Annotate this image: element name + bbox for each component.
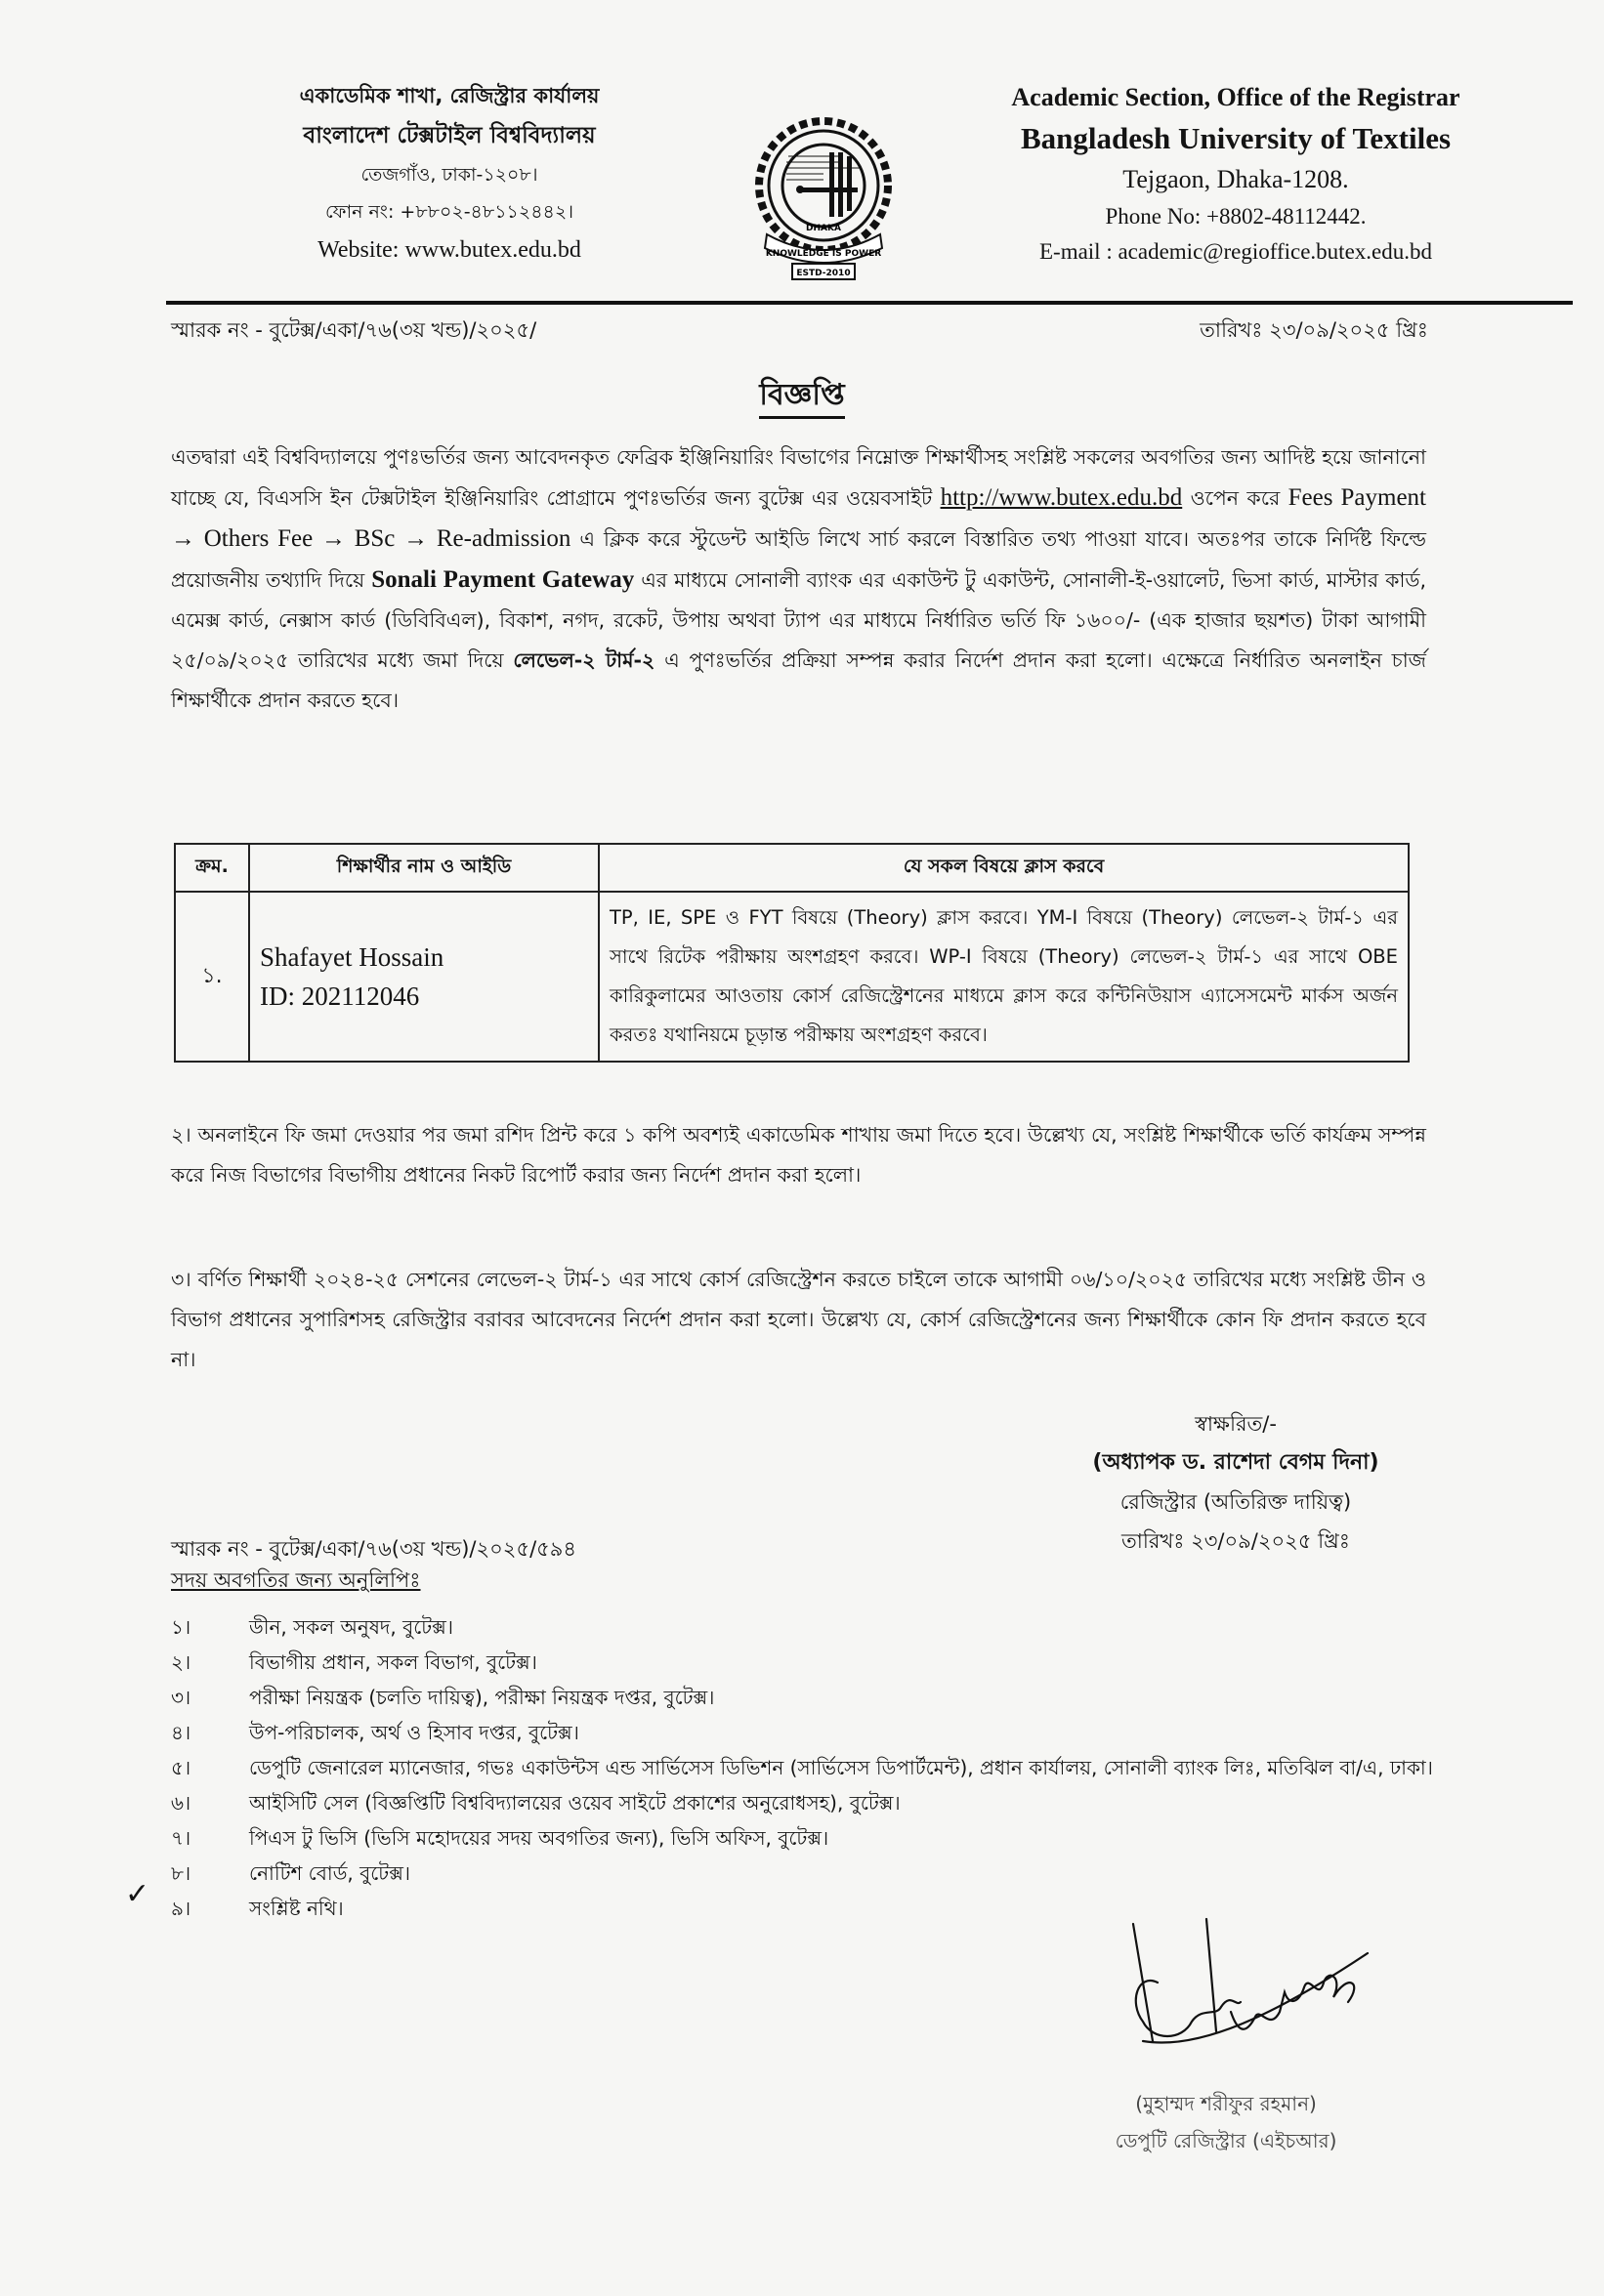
list-item: ৬। আইসিটি সেল (বিজ্ঞপ্তিটি বিশ্ববিদ্যালয়ের ওয়েব সাইটে প্রকাশের অনুরোধসহ), বুটেক্স।	[171, 1791, 901, 1815]
list-item: ৪। উপ-পরিচালক, অর্থ ও হিসাব দপ্তর, বুটেক্স।	[171, 1721, 579, 1744]
row-student	[249, 892, 599, 1062]
student-name: Shafayet Hossain	[260, 942, 444, 972]
deputy-designation: ডেপুটি রেজিস্ট্রার (এইচআর)	[1115, 2129, 1337, 2152]
col-subjects: যে সকল বিষয়ে ক্লাস করবে	[599, 844, 1409, 892]
col-student: শিক্ষার্থীর নাম ও আইডি	[249, 844, 599, 892]
website[interactable]: Website: www.butex.edu.bd	[317, 237, 581, 263]
address-bn: তেজগাঁও, ঢাকা-১২০৮।	[360, 164, 538, 186]
logo-established: ESTD-2010	[796, 269, 851, 278]
list-item: ৯। সংশ্লিষ্ট নথি।	[171, 1897, 344, 1920]
address-en: Tejgaon, Dhaka-1208.	[1122, 165, 1349, 193]
point-2: ২। অনলাইনে ফি জমা দেওয়ার পর জমা রশিদ প্রিন্ট করে ১ কপি অবশ্যই একাডেমিক শাখায় জমা দিতে হবে। উল্লেখ্য যে, সংশ্লিষ্ট শিক্ষার্থীকে ভর্তি কার্যক্রম সম্পন্ন করে নিজ বিভাগের বিভাগীয় প্রধানের নিকট রিপোর্ট করার জন্য নির্দেশ প্রদান করা হলো।	[171, 1123, 1426, 1187]
row-serial: ১.	[175, 892, 249, 1062]
list-item: ৮। নোটিশ বোর্ড, বুটেক্স।	[171, 1861, 411, 1885]
email[interactable]: E-mail : academic@regioffice.butex.edu.bd	[1038, 239, 1432, 264]
payment-gateway: Sonali Payment Gateway	[371, 566, 635, 593]
section-name-bn: একাডেমিক শাখা, রেজিস্ট্রার কার্যালয়	[299, 84, 600, 107]
list-item: ৭। পিএস টু ভিসি (ভিসি মহোদয়ের সদয় অবগতির জন্য), ভিসি অফিস, বুটেক্স।	[171, 1826, 829, 1850]
signed-label: স্বাক্ষরিত/-	[1195, 1412, 1277, 1436]
list-item: ৩। পরীক্ষা নিয়ন্ত্রক (চলতি দায়িত্ব), পরীক্ষা নিয়ন্ত্রক দপ্তর, বুটেক্স।	[171, 1686, 715, 1709]
logo-motto: KNOWLEDGE IS POWER	[765, 249, 882, 259]
notice-date: তারিখঃ ২৩/০৯/২০২৫ খ্রিঃ	[1200, 318, 1428, 342]
section-name-en: Academic Section, Office of the Registrar	[1011, 83, 1460, 111]
table-header-row	[175, 844, 1409, 892]
university-logo	[745, 109, 902, 285]
signature-icon	[1123, 1914, 1416, 2061]
deputy-name: (মুহাম্মদ শরীফুর রহমান)	[1135, 2092, 1317, 2115]
list-item: ১। ডীন, সকল অনুষদ, বুটেক্স।	[171, 1615, 453, 1639]
header-english	[962, 78, 1509, 270]
university-name-bn: বাংলাদেশ টেক্সটাইল বিশ্ববিদ্যালয়	[303, 123, 596, 148]
col-serial: ক্রম.	[175, 844, 249, 892]
student-table	[174, 843, 1410, 1063]
registrar-signature-block	[1016, 1404, 1456, 1561]
website-link[interactable]: http://www.butex.edu.bd	[940, 484, 1183, 511]
student-id: ID: 202112046	[260, 981, 420, 1011]
header-bangla	[176, 76, 723, 270]
checkmark-icon: ✓	[125, 1877, 150, 1911]
gear-emblem-icon	[745, 109, 902, 285]
university-name-en: Bangladesh University of Textiles	[1020, 121, 1452, 155]
notice-title: বিজ্ঞপ্তি	[0, 371, 1604, 421]
registrar-date: তারিখঃ ২৩/০৯/২০২৫ খ্রিঃ	[1121, 1529, 1350, 1553]
memo-bottom	[171, 1533, 576, 1596]
row-subjects: TP, IE, SPE ও FYT বিষয়ে (Theory) ক্লাস করবে। YM-I বিষয়ে (Theory) লেভেল-২ টার্ম-১ এর সাথে রিটেক পরীক্ষায় অংশগ্রহণ করবে। WP-I বিষয়ে (Theory) লেভেল-২ টার্ম-১ এর সাথে OBE কারিকুলামের আওতায় কোর্স রেজিস্ট্রেশনের মাধ্যমে ক্লাস করে কন্টিনিউয়াস এ্যাসেসমেন্ট মার্কস অর্জন করতঃ যথানিয়মে চূড়ান্ত পরীক্ষায় অংশগ্রহণ করবে।	[599, 892, 1409, 1062]
registrar-designation: রেজিস্ট্রার (অতিরিক্ত দায়িত্ব)	[1119, 1490, 1352, 1514]
logo-city: DHAKA	[806, 224, 841, 233]
list-item: ৫। ডেপুটি জেনারেল ম্যানেজার, গভঃ একাউন্টস এন্ড সার্ভিসেস ডিভিশন (সার্ভিসেস ডিপার্টমেন্ট), প্রধান কার্যালয়, সোনালী ব্যাংক লিঃ, মতিঝিল বা/এ, ঢাকা।	[171, 1756, 1433, 1779]
handwritten-signature	[1123, 1914, 1416, 2061]
deputy-registrar-block	[1040, 2085, 1412, 2159]
level-term: লেভেল-২ টার্ম-২	[513, 648, 655, 672]
list-item: ২। বিভাগীয় প্রধান, সকল বিভাগ, বুটেক্স।	[171, 1650, 537, 1674]
registrar-name: (অধ্যাপক ড. রাশেদা বেগম দিনা)	[1092, 1450, 1379, 1475]
memo-number-bottom: স্মারক নং - বুটেক্স/একা/৭৬(৩য় খন্ড)/২০২৫/৫৯৪	[171, 1537, 577, 1561]
phone-bn: ফোন নং: +৮৮০২-৪৮১১২৪৪২।	[324, 201, 574, 223]
cc-list	[171, 1609, 1460, 1926]
phone-en: Phone No: +8802-48112442.	[1105, 204, 1367, 229]
table-row	[175, 892, 1409, 1062]
payment-path: Fees Payment → Others Fee → BSc → Re-admission	[171, 484, 1426, 552]
point-3: ৩। বর্ণিত শিক্ষার্থী ২০২৪-২৫ সেশনের লেভেল-২ টার্ম-১ এর সাথে কোর্স রেজিস্ট্রেশন করতে চাইলে তাকে আগামী ০৬/১০/২০২৫ তারিখের মধ্যে সংশ্লিষ্ট ডীন ও বিভাগ প্রধানের সুপারিশসহ রেজিস্ট্রার বরাবর আবেদনের নির্দেশ প্রদান করা হলো। উল্লেখ্য যে, কোর্স রেজিস্ট্রেশনের জন্য শিক্ষার্থীকে কোন ফি প্রদান করতে হবে না।	[171, 1268, 1426, 1371]
intro-paragraph: এতদ্বারা এই বিশ্ববিদ্যালয়ে পুণঃভর্তির জন্য আবেদনকৃত ফেব্রিক ইঞ্জিনিয়ারিং বিভাগের নিম্নোক্ত শিক্ষার্থীসহ সংশ্লিষ্ট সকলের অবগতির জন্য আদিষ্ট হয়ে জানানো যাচ্ছে যে, বিএসসি ইন টেক্সটাইল ইঞ্জিনিয়ারিং প্রোগ্রামে পুণঃভর্তির জন্য বুটেক্স এর ওয়েবসাইট http://www.butex.edu.bd ওপেন করে Fees Payment → Others Fee → BSc → Re-admission এ ক্লিক করে স্টুডেন্ট আইডি লিখে সার্চ করলে বিস্তারিত তথ্য পাওয়া যাবে। অতঃপর তাকে নির্দিষ্ট ফিল্ডে প্রয়োজনীয় তথ্যাদি দিয়ে Sonali Payment Gateway এর মাধ্যমে সোনালী ব্যাংক এর একাউন্ট টু একাউন্ট, সোনালী-ই-ওয়ালেট, ভিসা কার্ড, মাস্টার কার্ড, এমেক্স কার্ড, নেক্সাস কার্ড (ডিবিবিএল), বিকাশ, নগদ, রকেট, উপায় অথবা ট্যাপ এর মাধ্যমে নির্ধারিত ভর্তি ফি ১৬০০/- (এক হাজার ছয়শত) টাকা আগামী ২৫/০৯/২০২৫ তারিখের মধ্যে জমা দিয়ে লেভেল-২ টার্ম-২ এ পুণঃভর্তির প্রক্রিয়া সম্পন্ন করার নির্দেশ প্রদান করা হলো। এক্ষেত্রে নির্ধারিত অনলাইন চার্জ শিক্ষার্থীকে প্রদান করতে হবে।	[171, 445, 1426, 712]
memo-number: স্মারক নং - বুটেক্স/একা/৭৬(৩য় খন্ড)/২০২৫/	[171, 318, 537, 342]
header-divider	[166, 301, 1573, 305]
cc-title: সদয় অবগতির জন্য অনুলিপিঃ	[171, 1568, 421, 1592]
